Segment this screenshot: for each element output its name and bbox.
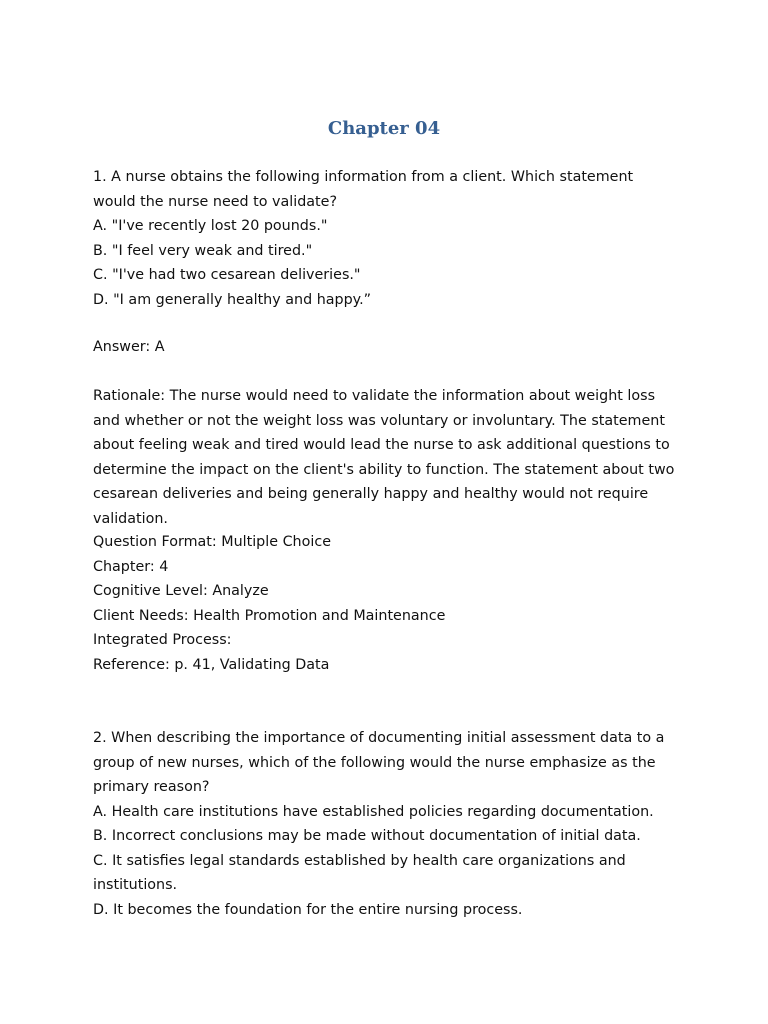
question-2-option-b: B. Incorrect conclusions may be made without documentation of initial data. (93, 828, 641, 844)
reference: Reference: p. 41, Validating Data (93, 656, 330, 673)
client-needs: Client Needs: Health Promotion and Maintenance (93, 607, 446, 624)
rationale-line: about feeling weak and tired would lead the nurse to ask additional questions to (93, 437, 670, 453)
rationale-line: cesarean deliveries and being generally happy and healthy would not require (93, 486, 649, 502)
question-chapter: Chapter: 4 (93, 558, 169, 575)
question-1-option-b: B. "I feel very weak and tired." (93, 242, 313, 259)
question-2 (93, 726, 693, 922)
rationale-line: Rationale: The nurse would need to validate the information about weight loss (93, 388, 656, 404)
question-1-rationale (93, 384, 693, 531)
question-2-option-c-continued: institutions. (93, 877, 178, 893)
rationale-line: validation. (93, 510, 168, 527)
question-1-option-a: A. "I've recently lost 20 pounds." (93, 218, 328, 234)
question-1-stem-line: would the nurse need to validate? (93, 193, 338, 210)
question-2-stem-line: group of new nurses, which of the following would the nurse emphasize as the (93, 754, 656, 771)
question-2-option-c: C. It satisfies legal standards established by health care organizations and (93, 852, 626, 869)
question-1-option-d: D. "I am generally healthy and happy.” (93, 291, 372, 308)
question-2-stem-line: primary reason? (93, 779, 210, 795)
question-1-option-c: C. "I've had two cesarean deliveries." (93, 267, 361, 283)
question-1-answer: Answer: A (93, 339, 165, 355)
chapter-title: Chapter 04 (327, 118, 441, 139)
question-1-metadata (93, 530, 693, 677)
question-1-stem-line: 1. A nurse obtains the following information from a client. Which statement (93, 169, 634, 185)
rationale-line: determine the impact on the client's ability to function. The statement about two (93, 461, 675, 478)
question-1 (93, 165, 693, 312)
integrated-process: Integrated Process: (93, 632, 232, 648)
cognitive-level: Cognitive Level: Analyze (93, 583, 269, 599)
question-1-answer-block (93, 335, 693, 360)
question-2-stem-line: 2. When describing the importance of documenting initial assessment data to a (93, 730, 665, 746)
question-2-option-d: D. It becomes the foundation for the entire nursing process. (93, 901, 523, 918)
question-format: Question Format: Multiple Choice (93, 534, 331, 550)
rationale-line: and whether or not the weight loss was voluntary or involuntary. The statement (93, 412, 665, 429)
question-2-option-a: A. Health care institutions have established policies regarding documentation. (93, 803, 654, 820)
